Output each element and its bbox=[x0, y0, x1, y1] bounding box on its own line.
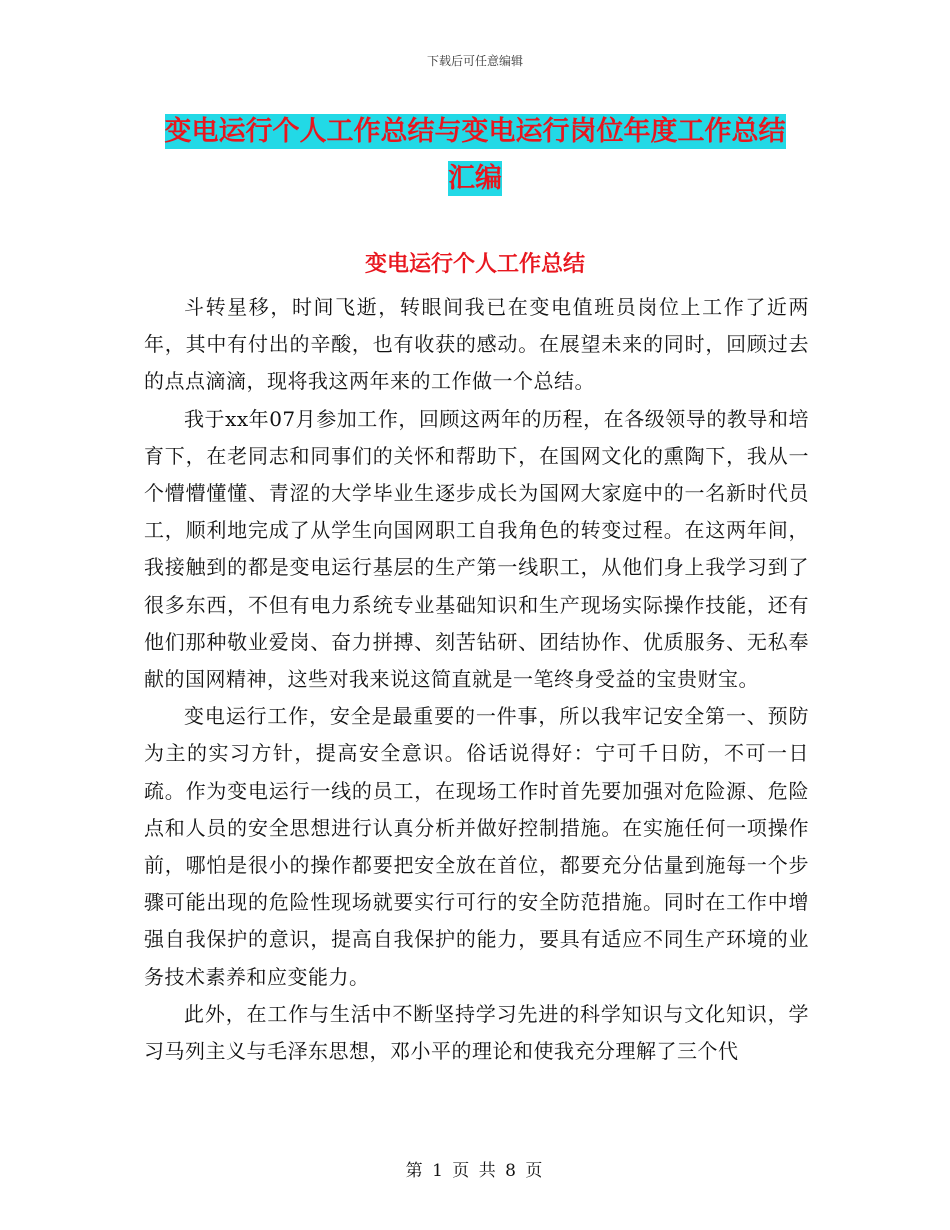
document-body bbox=[144, 289, 809, 1070]
title-line-1: 变电运行个人工作总结与变电运行岗位年度工作总结 bbox=[164, 116, 786, 147]
paragraph: 此外，在工作与生活中不断坚持学习先进的科学知识与文化知识，学习马列主义与毛泽东思想，邓小平的理论和使我充分理解了三个代 bbox=[144, 1001, 809, 1064]
paragraph: 变电运行工作，安全是最重要的一件事，所以我牢记安全第一、预防为主的实习方针，提高安全意识。俗话说得好：宁可千日防，不可一日疏。作为变电运行一线的员工，在现场工作时首先要加强对危险源、危险点和人员的安全思想进行认真分析并做好控制措施。在实施任何一项操作前，哪怕是很小的操作都要把安全放在首位，都要充分估量到施每一个步骤可能出现的危险性现场就要实行可行的安全防范措施。同时在工作中增强自我保护的意识，提高自我保护的能力，要具有适应不同生产环境的业务技术素养和应变能力。 bbox=[144, 704, 809, 989]
page-number-footer: 第 1 页 共 8 页 bbox=[405, 1161, 545, 1181]
paragraph: 斗转星移，时间飞逝，转眼间我已在变电值班员岗位上工作了近两年，其中有付出的辛酸，也有收获的感动。在展望未来的同时，回顾过去的点点滴滴，现将我这两年来的工作做一个总结。 bbox=[144, 295, 809, 394]
document-title bbox=[0, 108, 950, 202]
title-line-2: 汇编 bbox=[448, 163, 502, 194]
header-note: 下载后可任意编辑 bbox=[426, 54, 523, 68]
paragraph: 我于xx年07月参加工作，回顾这两年的历程，在各级领导的教导和培育下，在老同志和同事们的关怀和帮助下，在国网文化的熏陶下，我从一个懵懵懂懂、青涩的大学毕业生逐步成长为国网大家庭中的一名新时代员工，顺利地完成了从学生向国网职工自我角色的转变过程。在这两年间，我接触到的都是变电运行基层的生产第一线职工，从他们身上我学习到了很多东西，不但有电力系统专业基础知识和生产现场实际操作技能，还有他们那种敬业爱岗、奋力拼搏、刻苦钻研、团结协作、优质服务、无私奉献的国网精神，这些对我来说这简直就是一笔终身受益的宝贵财宝。 bbox=[144, 406, 809, 692]
section-title: 变电运行个人工作总结 bbox=[364, 251, 585, 277]
